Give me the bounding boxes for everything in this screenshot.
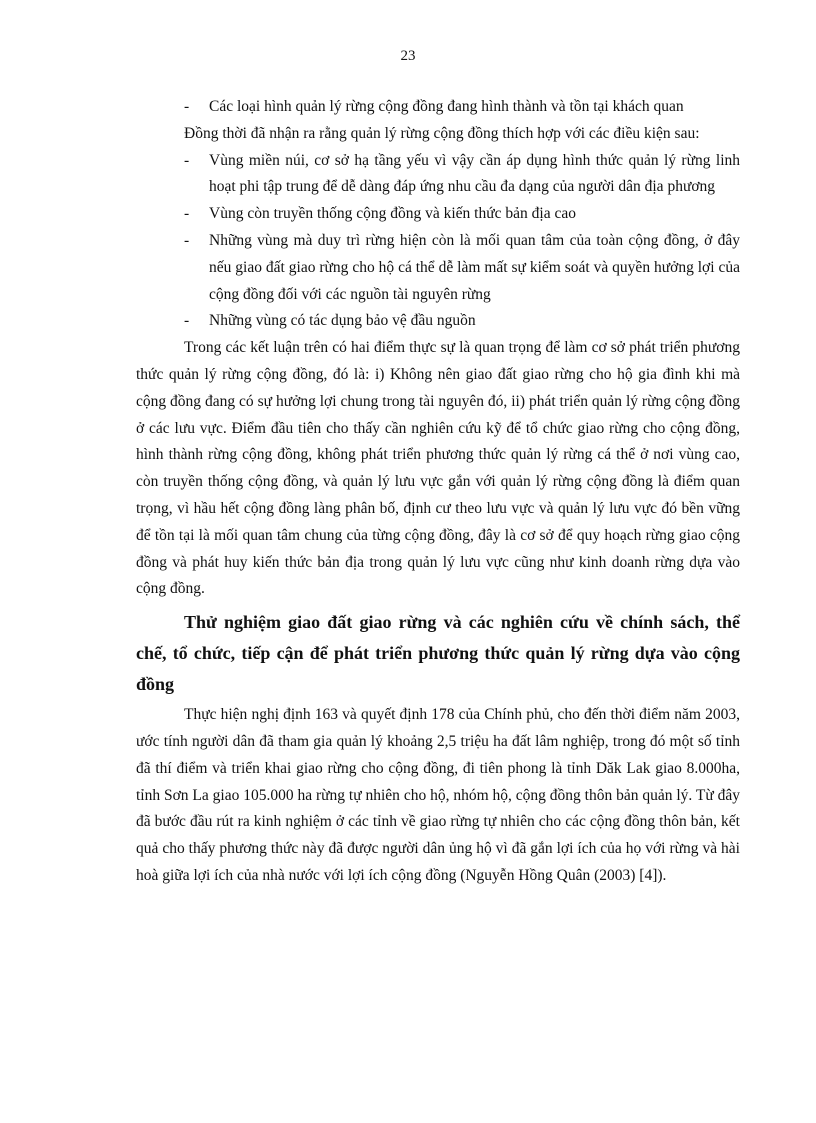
bullet-text: Những vùng có tác dụng bảo vệ đầu nguồn <box>209 312 476 330</box>
bullet-text: Vùng còn truyền thống cộng đồng và kiến thức bản địa cao <box>209 205 576 223</box>
bullet-text: Các loại hình quản lý rừng cộng đồng đang hình thành và tồn tại khách quan <box>209 98 684 115</box>
bullet-community-forest-types <box>136 94 740 121</box>
bullet-dash: - <box>184 151 190 169</box>
bullet-community-concern-areas <box>136 228 740 308</box>
paragraph-conclusions: Trong các kết luận trên có hai điểm thực sự là quan trọng để làm cơ sở phát triển phương thức quản lý rừng cộng đồng, đó là: i) Không nên giao đất giao rừng cho hộ gia đình khi mà cộng đồng đang có sự hưởng lợi chung trong tài nguyên đó, ii) phát triển quản lý rừng cộng đồng ở các lưu vực. Điểm đầu tiên cho thấy cần nghiên cứu kỹ để tổ chức giao rừng cho cộng đồng, hình thành rừng cộng đồng, không phát triển phương thức quản lý rừng cá thể ở nơi vùng cao, còn truyền thống cộng đồng, và quản lý lưu vực gắn với quản lý rừng cộng đồng là điểm quan trọng, vì hầu hết cộng đồng làng phân bố, định cư theo lưu vực và quản lý lưu vực đó bền vững để tồn tại là mối quan tâm chung của từng cộng đồng, đây là cơ sở để quy hoạch rừng giao cộng đồng và phát huy kiến thức bản địa trong quản lý lưu vực cũng như kinh doanh rừng dựa vào cộng đồng. <box>136 339 740 598</box>
paragraph-conditions: Đồng thời đã nhận ra rằng quản lý rừng cộng đồng thích hợp với các điều kiện sau: <box>184 124 700 142</box>
page-content <box>136 94 740 890</box>
bullet-traditional-areas <box>136 201 740 228</box>
section-heading: Thử nghiệm giao đất giao rừng và các nghiên cứu về chính sách, thể chế, tổ chức, tiếp cận để phát triển phương thức quản lý rừng dựa vào cộng đồng <box>136 612 740 695</box>
bullet-dash: - <box>184 205 190 223</box>
bullet-text: Những vùng mà duy trì rừng hiện còn là mối quan tâm của toàn cộng đồng, ở đây nếu giao đất giao rừng cho hộ cá thể dễ làm mất sự kiểm soát và quyền hưởng lợi của cộng đồng đối với các nguồn tài nguyên rừng <box>209 231 740 303</box>
bullet-watershed-protection <box>136 308 740 335</box>
paragraph-decree: Thực hiện nghị định 163 và quyết định 178 của Chính phủ, cho đến thời điểm năm 2003, ước tính người dân đã tham gia quản lý khoảng 2,5 triệu ha đất lâm nghiệp, trong đó một số tỉnh đã thí điểm và triển khai giao rừng cho cộng đồng, đi tiên phong là tỉnh Dăk Lak giao 8.000ha, tỉnh Sơn La giao 105.000 ha rừng tự nhiên cho hộ, nhóm hộ, cộng đồng thôn bản quản lý. Từ đây đã bước đầu rút ra kinh nghiệm ở các tỉnh về giao rừng tự nhiên cho các cộng đồng thôn bản, kết quả cho thấy phương thức này đã được người dân ủng hộ vì đã gắn lợi ích của họ với rừng và hài hoà giữa lợi ích của nhà nước với lợi ích cộng đồng (Nguyễn Hồng Quân (2003) [4]). <box>136 706 740 884</box>
page-number: 23 <box>400 48 416 64</box>
bullet-dash: - <box>184 312 190 330</box>
bullet-dash: - <box>184 98 190 115</box>
bullet-dash: - <box>184 231 190 249</box>
bullet-text: Vùng miền núi, cơ sở hạ tầng yếu vì vậy cần áp dụng hình thức quản lý rừng linh hoạt phi tập trung để dễ dàng đáp ứng nhu cầu đa dạng của người dân địa phương <box>209 151 740 196</box>
bullet-mountain-areas <box>136 148 740 202</box>
